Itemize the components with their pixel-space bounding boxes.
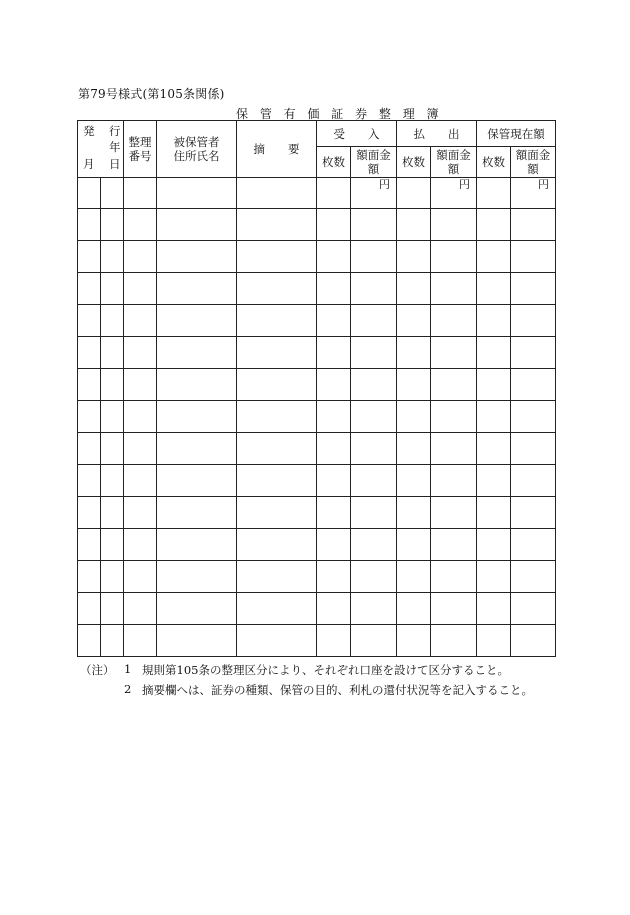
table-cell[interactable] <box>317 529 351 561</box>
table-cell[interactable] <box>397 561 431 593</box>
table-cell[interactable] <box>431 465 477 497</box>
uke-ire-gakumen-header: 額面金 額 <box>351 147 397 178</box>
genzaigaku-gakumen-header: 額面金 額 <box>511 147 556 178</box>
table-cell[interactable] <box>237 561 317 593</box>
table-cell[interactable] <box>351 625 397 657</box>
table-cell[interactable] <box>124 529 157 561</box>
table-cell[interactable] <box>157 337 237 369</box>
table-cell[interactable] <box>511 305 556 337</box>
table-cell[interactable] <box>124 178 157 209</box>
ledger-table <box>77 120 556 657</box>
table-cell[interactable] <box>157 241 237 273</box>
table-cell[interactable] <box>124 273 157 305</box>
table-cell[interactable] <box>124 241 157 273</box>
table-cell[interactable] <box>351 465 397 497</box>
table-cell[interactable] <box>431 561 477 593</box>
haraidashi-header: 払 出 <box>397 121 477 147</box>
table-cell[interactable] <box>397 529 431 561</box>
table-cell[interactable] <box>237 625 317 657</box>
table-cell[interactable] <box>237 305 317 337</box>
table-cell[interactable] <box>397 209 431 241</box>
table-cell[interactable] <box>511 593 556 625</box>
table-row <box>78 625 556 657</box>
table-cell[interactable] <box>78 593 101 625</box>
table-cell[interactable] <box>317 433 351 465</box>
table-cell[interactable] <box>101 401 124 433</box>
table-cell[interactable] <box>477 625 511 657</box>
table-cell[interactable] <box>431 433 477 465</box>
issue-date-header <box>78 121 124 178</box>
table-cell[interactable] <box>78 305 101 337</box>
table-cell[interactable] <box>157 593 237 625</box>
table-cell[interactable] <box>78 178 101 209</box>
table-row <box>78 337 556 369</box>
table-row <box>78 497 556 529</box>
table-cell[interactable] <box>78 401 101 433</box>
table-cell[interactable] <box>157 178 237 209</box>
table-cell[interactable] <box>101 305 124 337</box>
table-cell[interactable] <box>431 209 477 241</box>
table-cell[interactable] <box>237 337 317 369</box>
table-cell[interactable] <box>78 273 101 305</box>
table-cell[interactable] <box>511 465 556 497</box>
table-cell[interactable] <box>78 497 101 529</box>
table-cell[interactable] <box>431 305 477 337</box>
table-cell[interactable] <box>511 273 556 305</box>
table-cell[interactable] <box>351 337 397 369</box>
table-cell[interactable] <box>157 529 237 561</box>
table-cell[interactable] <box>351 241 397 273</box>
note-prefix: （注） <box>80 663 115 677</box>
table-cell[interactable] <box>397 433 431 465</box>
table-cell[interactable] <box>317 369 351 401</box>
uke-ire-maisu-header: 枚数 <box>317 147 351 178</box>
year-label: 年 <box>109 140 121 154</box>
table-cell[interactable] <box>317 241 351 273</box>
table-cell[interactable] <box>237 273 317 305</box>
table-cell[interactable] <box>511 625 556 657</box>
table-row <box>78 529 556 561</box>
table-cell[interactable] <box>431 497 477 529</box>
table-cell[interactable] <box>511 433 556 465</box>
table-cell[interactable] <box>78 561 101 593</box>
table-cell[interactable] <box>124 593 157 625</box>
header-row-1 <box>78 121 556 147</box>
table-cell[interactable] <box>101 561 124 593</box>
table-cell[interactable] <box>78 465 101 497</box>
table-cell[interactable] <box>397 178 431 209</box>
page-title: 保 管 有 価 証 券 整 理 簿 <box>236 107 443 121</box>
table-cell[interactable] <box>477 178 511 209</box>
table-cell[interactable] <box>101 273 124 305</box>
table-cell[interactable] <box>157 561 237 593</box>
table-cell[interactable] <box>157 465 237 497</box>
table-cell[interactable] <box>431 273 477 305</box>
table-cell[interactable] <box>237 241 317 273</box>
table-cell[interactable] <box>351 273 397 305</box>
table-cell[interactable] <box>511 241 556 273</box>
table-cell[interactable] <box>317 561 351 593</box>
table-cell[interactable] <box>101 497 124 529</box>
table-cell[interactable] <box>101 337 124 369</box>
table-cell[interactable] <box>351 209 397 241</box>
hokan-genzaigaku-header: 保管現在額 <box>477 121 556 147</box>
table-cell[interactable] <box>477 433 511 465</box>
table-cell[interactable] <box>237 529 317 561</box>
table-cell[interactable] <box>351 561 397 593</box>
note-text: 規則第105条の整理区分により、それぞれ口座を設けて区分すること。 <box>142 663 509 677</box>
note-number: 1 <box>124 662 132 676</box>
table-row <box>78 305 556 337</box>
table-cell[interactable] <box>511 209 556 241</box>
table-cell[interactable] <box>477 497 511 529</box>
ledger-body <box>78 178 556 657</box>
note-number: 2 <box>124 682 132 696</box>
table-cell[interactable] <box>237 369 317 401</box>
table-cell[interactable] <box>511 401 556 433</box>
day-label: 日 <box>109 157 121 171</box>
table-row <box>78 465 556 497</box>
yen-unit-cell[interactable]: 円 <box>431 178 477 209</box>
table-cell[interactable] <box>124 369 157 401</box>
table-cell[interactable] <box>511 497 556 529</box>
table-cell[interactable] <box>124 465 157 497</box>
table-row <box>78 209 556 241</box>
table-row <box>78 433 556 465</box>
haraidashi-gakumen-header: 額面金 額 <box>431 147 477 178</box>
table-cell[interactable] <box>397 305 431 337</box>
uke-ire-header: 受 入 <box>317 121 397 147</box>
table-cell[interactable] <box>101 529 124 561</box>
table-cell[interactable] <box>237 465 317 497</box>
table-cell[interactable] <box>101 465 124 497</box>
table-cell[interactable] <box>78 529 101 561</box>
table-cell[interactable] <box>431 401 477 433</box>
table-cell[interactable] <box>101 241 124 273</box>
table-cell[interactable] <box>477 561 511 593</box>
table-cell[interactable] <box>78 241 101 273</box>
table-cell[interactable] <box>477 529 511 561</box>
table-cell[interactable] <box>157 305 237 337</box>
table-cell[interactable] <box>397 593 431 625</box>
table-cell[interactable] <box>477 593 511 625</box>
table-row <box>78 593 556 625</box>
table-cell[interactable] <box>351 529 397 561</box>
table-cell[interactable] <box>237 178 317 209</box>
table-cell[interactable] <box>157 209 237 241</box>
table-cell[interactable] <box>351 369 397 401</box>
yen-unit-cell[interactable]: 円 <box>351 178 397 209</box>
table-cell[interactable] <box>397 625 431 657</box>
table-cell[interactable] <box>317 178 351 209</box>
table-cell[interactable] <box>317 465 351 497</box>
table-cell[interactable] <box>78 369 101 401</box>
form-label: 第79号様式(第105条関係) <box>78 87 225 101</box>
table-cell[interactable] <box>237 497 317 529</box>
table-row <box>78 241 556 273</box>
note-text: 摘要欄へは、証券の種類、保管の目的、利札の還付状況等を記入すること。 <box>142 683 533 697</box>
table-cell[interactable] <box>317 593 351 625</box>
table-cell[interactable] <box>317 497 351 529</box>
table-cell[interactable] <box>431 593 477 625</box>
yen-unit-cell[interactable]: 円 <box>511 178 556 209</box>
table-cell[interactable] <box>431 625 477 657</box>
table-row <box>78 369 556 401</box>
table-cell[interactable] <box>237 433 317 465</box>
table-cell[interactable] <box>397 401 431 433</box>
table-cell[interactable] <box>351 401 397 433</box>
table-cell[interactable] <box>397 337 431 369</box>
table-cell[interactable] <box>124 625 157 657</box>
issue-label-2: 行 <box>109 124 121 138</box>
table-row <box>78 178 556 209</box>
table-cell[interactable] <box>317 337 351 369</box>
table-cell[interactable] <box>124 497 157 529</box>
table-cell[interactable] <box>351 497 397 529</box>
table-cell[interactable] <box>351 305 397 337</box>
issue-label-1: 発 <box>83 124 95 138</box>
table-cell[interactable] <box>397 497 431 529</box>
table-cell[interactable] <box>101 209 124 241</box>
table-cell[interactable] <box>477 305 511 337</box>
table-cell[interactable] <box>511 337 556 369</box>
table-cell[interactable] <box>317 209 351 241</box>
table-cell[interactable] <box>351 593 397 625</box>
table-cell[interactable] <box>317 401 351 433</box>
table-cell[interactable] <box>157 401 237 433</box>
table-cell[interactable] <box>124 305 157 337</box>
table-cell[interactable] <box>431 241 477 273</box>
table-cell[interactable] <box>511 369 556 401</box>
table-cell[interactable] <box>431 369 477 401</box>
table-cell[interactable] <box>351 433 397 465</box>
table-row <box>78 561 556 593</box>
table-cell[interactable] <box>124 209 157 241</box>
table-cell[interactable] <box>477 241 511 273</box>
table-cell[interactable] <box>477 209 511 241</box>
table-cell[interactable] <box>101 593 124 625</box>
table-cell[interactable] <box>477 337 511 369</box>
table-cell[interactable] <box>237 209 317 241</box>
table-cell[interactable] <box>317 305 351 337</box>
table-cell[interactable] <box>431 529 477 561</box>
table-cell[interactable] <box>101 625 124 657</box>
table-cell[interactable] <box>78 625 101 657</box>
table-cell[interactable] <box>237 401 317 433</box>
table-cell[interactable] <box>157 433 237 465</box>
table-cell[interactable] <box>101 178 124 209</box>
table-cell[interactable] <box>397 241 431 273</box>
genzaigaku-maisu-header: 枚数 <box>477 147 511 178</box>
hihokansha-header: 被保管者 住所氏名 <box>157 121 237 178</box>
table-cell[interactable] <box>237 593 317 625</box>
table-cell[interactable] <box>124 401 157 433</box>
haraidashi-maisu-header: 枚数 <box>397 147 431 178</box>
table-cell[interactable] <box>477 465 511 497</box>
table-cell[interactable] <box>477 401 511 433</box>
table-cell[interactable] <box>101 433 124 465</box>
table-cell[interactable] <box>78 209 101 241</box>
table-cell[interactable] <box>397 369 431 401</box>
table-cell[interactable] <box>124 561 157 593</box>
table-row <box>78 273 556 305</box>
month-label: 月 <box>83 157 95 171</box>
seiri-bango-header: 整理 番号 <box>124 121 157 178</box>
table-cell[interactable] <box>124 433 157 465</box>
table-cell[interactable] <box>511 561 556 593</box>
table-cell[interactable] <box>397 465 431 497</box>
table-cell[interactable] <box>477 273 511 305</box>
table-row <box>78 401 556 433</box>
table-cell[interactable] <box>157 625 237 657</box>
table-cell[interactable] <box>101 369 124 401</box>
table-cell[interactable] <box>78 433 101 465</box>
table-cell[interactable] <box>317 273 351 305</box>
table-cell[interactable] <box>124 337 157 369</box>
table-cell[interactable] <box>157 273 237 305</box>
tekiyo-header: 摘 要 <box>237 121 317 178</box>
table-cell[interactable] <box>511 529 556 561</box>
table-cell[interactable] <box>78 337 101 369</box>
table-cell[interactable] <box>157 369 237 401</box>
table-cell[interactable] <box>317 625 351 657</box>
table-cell[interactable] <box>157 497 237 529</box>
table-cell[interactable] <box>477 369 511 401</box>
table-cell[interactable] <box>431 337 477 369</box>
table-cell[interactable] <box>397 273 431 305</box>
